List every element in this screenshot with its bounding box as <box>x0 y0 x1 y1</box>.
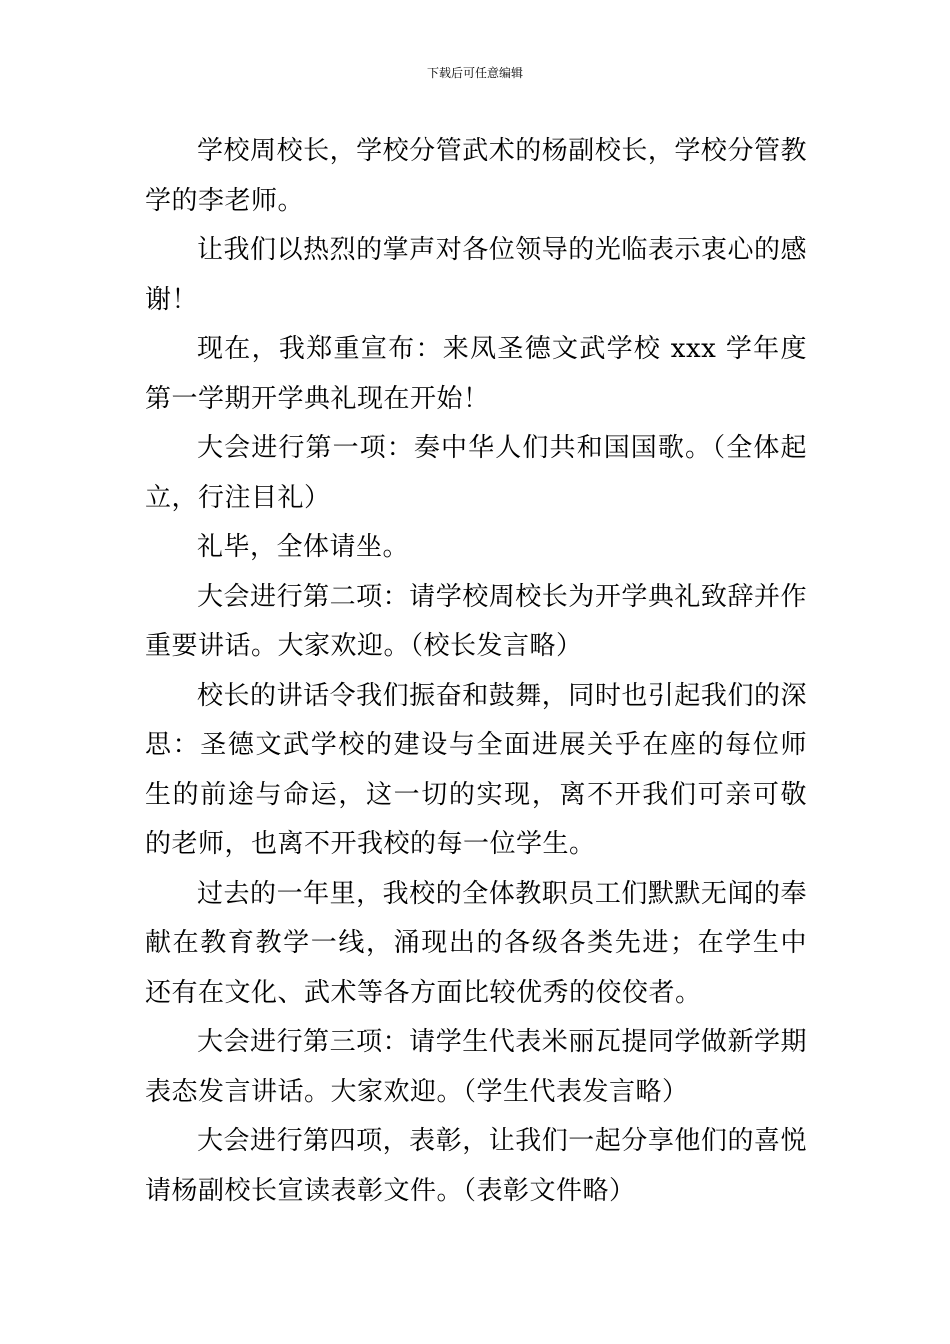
paragraph-item-two: 大会进行第二项：请学校周校长为开学典礼致辞并作重要讲话。大家欢迎。（校长发言略） <box>145 581 807 661</box>
paragraph-item-one: 大会进行第一项：奏中华人们共和国国歌。（全体起立，行注目礼） <box>145 433 807 513</box>
page-header: 下载后可任意编辑 <box>426 66 523 80</box>
paragraph-item-four: 大会进行第四项，表彰，让我们一起分享他们的喜悦请杨副校长宣读表彰文件。（表彰文件略） <box>145 1126 807 1206</box>
paragraph-past-year: 过去的一年里，我校的全体教职员工们默默无闻的奉献在教育教学一线，涌现出的各级各类先进；在学生中还有在文化、武术等各方面比较优秀的佼佼者。 <box>145 878 807 1008</box>
paragraph-thanks: 让我们以热烈的掌声对各位领导的光临表示衷心的感谢！ <box>145 235 807 315</box>
paragraph-announcement: 现在，我郑重宣布：来凤圣德文武学校 xxx 学年度第一学期开学典礼现在开始！ <box>145 334 807 414</box>
paragraph-item-three: 大会进行第三项：请学生代表米丽瓦提同学做新学期表态发言讲话。大家欢迎。（学生代表发言略） <box>145 1027 807 1107</box>
paragraph-reflection: 校长的讲话令我们振奋和鼓舞，同时也引起我们的深思：圣德文武学校的建设与全面进展关乎在座的每位师生的前途与命运，这一切的实现，离不开我们可亲可敬的老师，也离不开我校的每一位学生。 <box>145 680 807 859</box>
paragraph-be-seated: 礼毕，全体请坐。 <box>197 532 410 562</box>
document-body <box>145 127 807 1216</box>
paragraph-intro-leaders: 学校周校长，学校分管武术的杨副校长，学校分管教学的李老师。 <box>145 136 807 216</box>
